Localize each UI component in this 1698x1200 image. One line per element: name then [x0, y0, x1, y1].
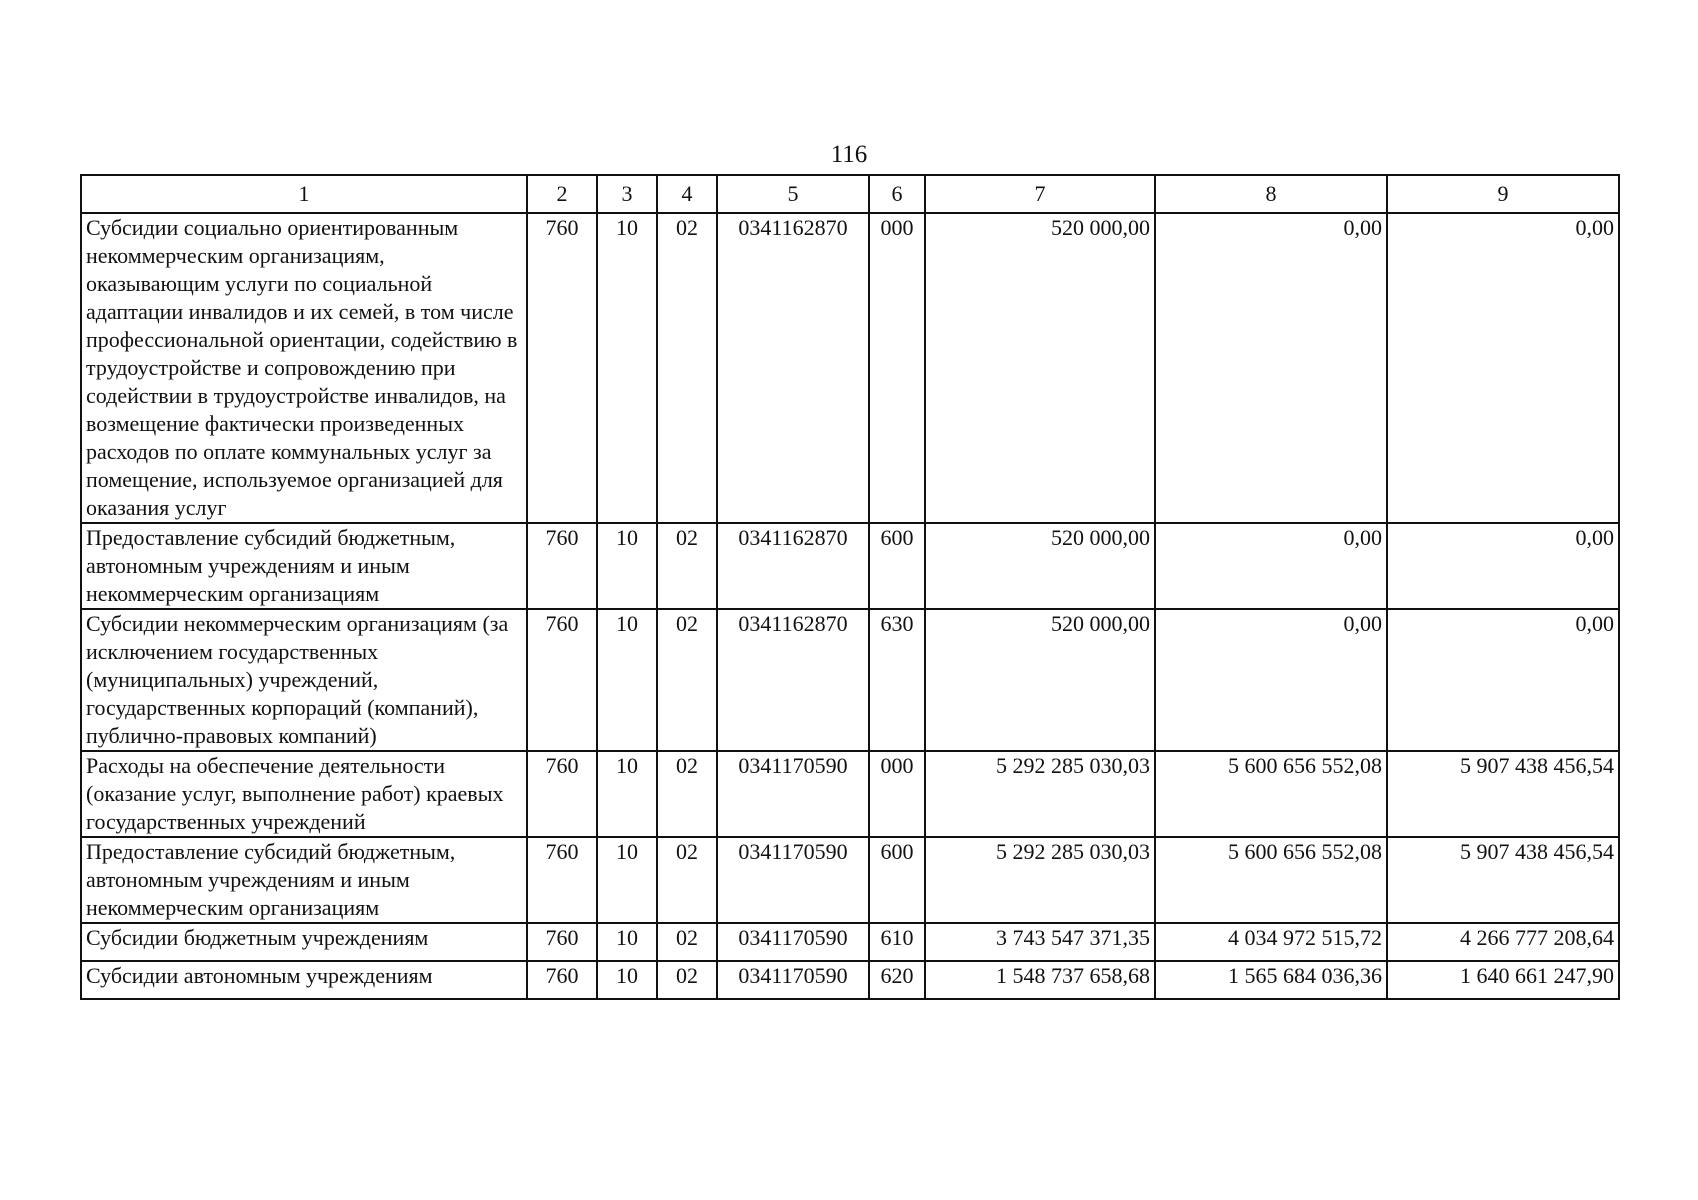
target-article-code: 0341162870 — [717, 609, 869, 751]
expense-name: Субсидии некоммерческим организациям (за исключением государственных (муниципальных) учреждений, государственных корпораций (компаний), публично-правовых компаний) — [81, 609, 527, 751]
target-article-code: 0341162870 — [717, 523, 869, 609]
amount-col-7: 520 000,00 — [925, 523, 1155, 609]
column-header: 7 — [925, 175, 1155, 213]
section-code: 10 — [597, 523, 657, 609]
amount-col-9: 0,00 — [1387, 523, 1619, 609]
amount-col-9: 5 907 438 456,54 — [1387, 751, 1619, 837]
expense-name: Предоставление субсидий бюджетным, автономным учреждениям и иным некоммерческим организациям — [81, 523, 527, 609]
ministry-code: 760 — [527, 523, 597, 609]
expense-type-code: 000 — [869, 751, 925, 837]
page-number: 116 — [830, 141, 868, 168]
budget-table — [80, 174, 1620, 1000]
amount-col-7: 5 292 285 030,03 — [925, 837, 1155, 923]
section-code: 10 — [597, 751, 657, 837]
table-row — [81, 751, 1619, 837]
amount-col-7: 1 548 737 658,68 — [925, 961, 1155, 999]
expense-name: Субсидии бюджетным учреждениям — [81, 923, 527, 961]
target-article-code: 0341170590 — [717, 923, 869, 961]
expense-type-code: 620 — [869, 961, 925, 999]
amount-col-8: 0,00 — [1155, 523, 1387, 609]
subsection-code: 02 — [657, 837, 717, 923]
table-row — [81, 923, 1619, 961]
amount-col-7: 3 743 547 371,35 — [925, 923, 1155, 961]
expense-type-code: 600 — [869, 523, 925, 609]
column-header: 2 — [527, 175, 597, 213]
amount-col-7: 5 292 285 030,03 — [925, 751, 1155, 837]
expense-type-code: 610 — [869, 923, 925, 961]
expense-name: Субсидии социально ориентированным некоммерческим организациям, оказывающим услуги по социальной адаптации инвалидов и их семей, в том числе профессиональной ориентации, содействию в трудоустройстве и сопровождению при содействии в трудоустройстве инвалидов, на возмещение фактически произведенных расходов по оплате коммунальных услуг за помещение, используемое организацией для оказания услуг — [81, 213, 527, 523]
amount-col-8: 5 600 656 552,08 — [1155, 751, 1387, 837]
target-article-code: 0341170590 — [717, 751, 869, 837]
table-row — [81, 213, 1619, 523]
expense-type-code: 000 — [869, 213, 925, 523]
amount-col-8: 0,00 — [1155, 609, 1387, 751]
section-code: 10 — [597, 837, 657, 923]
ministry-code: 760 — [527, 609, 597, 751]
expense-name: Предоставление субсидий бюджетным, автономным учреждениям и иным некоммерческим организациям — [81, 837, 527, 923]
subsection-code: 02 — [657, 751, 717, 837]
subsection-code: 02 — [657, 961, 717, 999]
column-header: 6 — [869, 175, 925, 213]
column-header: 9 — [1387, 175, 1619, 213]
amount-col-8: 5 600 656 552,08 — [1155, 837, 1387, 923]
amount-col-7: 520 000,00 — [925, 609, 1155, 751]
column-header: 3 — [597, 175, 657, 213]
subsection-code: 02 — [657, 609, 717, 751]
column-header: 1 — [81, 175, 527, 213]
ministry-code: 760 — [527, 837, 597, 923]
ministry-code: 760 — [527, 923, 597, 961]
column-header: 8 — [1155, 175, 1387, 213]
amount-col-8: 1 565 684 036,36 — [1155, 961, 1387, 999]
table-row — [81, 523, 1619, 609]
amount-col-9: 4 266 777 208,64 — [1387, 923, 1619, 961]
target-article-code: 0341162870 — [717, 213, 869, 523]
table-row — [81, 609, 1619, 751]
expense-name: Расходы на обеспечение деятельности (оказание услуг, выполнение работ) краевых государственных учреждений — [81, 751, 527, 837]
section-code: 10 — [597, 213, 657, 523]
table-row — [81, 837, 1619, 923]
section-code: 10 — [597, 923, 657, 961]
section-code: 10 — [597, 961, 657, 999]
ministry-code: 760 — [527, 961, 597, 999]
expense-type-code: 600 — [869, 837, 925, 923]
amount-col-9: 0,00 — [1387, 213, 1619, 523]
subsection-code: 02 — [657, 213, 717, 523]
amount-col-8: 4 034 972 515,72 — [1155, 923, 1387, 961]
table-row — [81, 961, 1619, 999]
column-header: 5 — [717, 175, 869, 213]
section-code: 10 — [597, 609, 657, 751]
subsection-code: 02 — [657, 923, 717, 961]
expense-type-code: 630 — [869, 609, 925, 751]
target-article-code: 0341170590 — [717, 837, 869, 923]
amount-col-8: 0,00 — [1155, 213, 1387, 523]
ministry-code: 760 — [527, 213, 597, 523]
ministry-code: 760 — [527, 751, 597, 837]
amount-col-7: 520 000,00 — [925, 213, 1155, 523]
amount-col-9: 0,00 — [1387, 609, 1619, 751]
target-article-code: 0341170590 — [717, 961, 869, 999]
column-header: 4 — [657, 175, 717, 213]
amount-col-9: 5 907 438 456,54 — [1387, 837, 1619, 923]
amount-col-9: 1 640 661 247,90 — [1387, 961, 1619, 999]
expense-name: Субсидии автономным учреждениям — [81, 961, 527, 999]
subsection-code: 02 — [657, 523, 717, 609]
header-row — [81, 175, 1619, 213]
